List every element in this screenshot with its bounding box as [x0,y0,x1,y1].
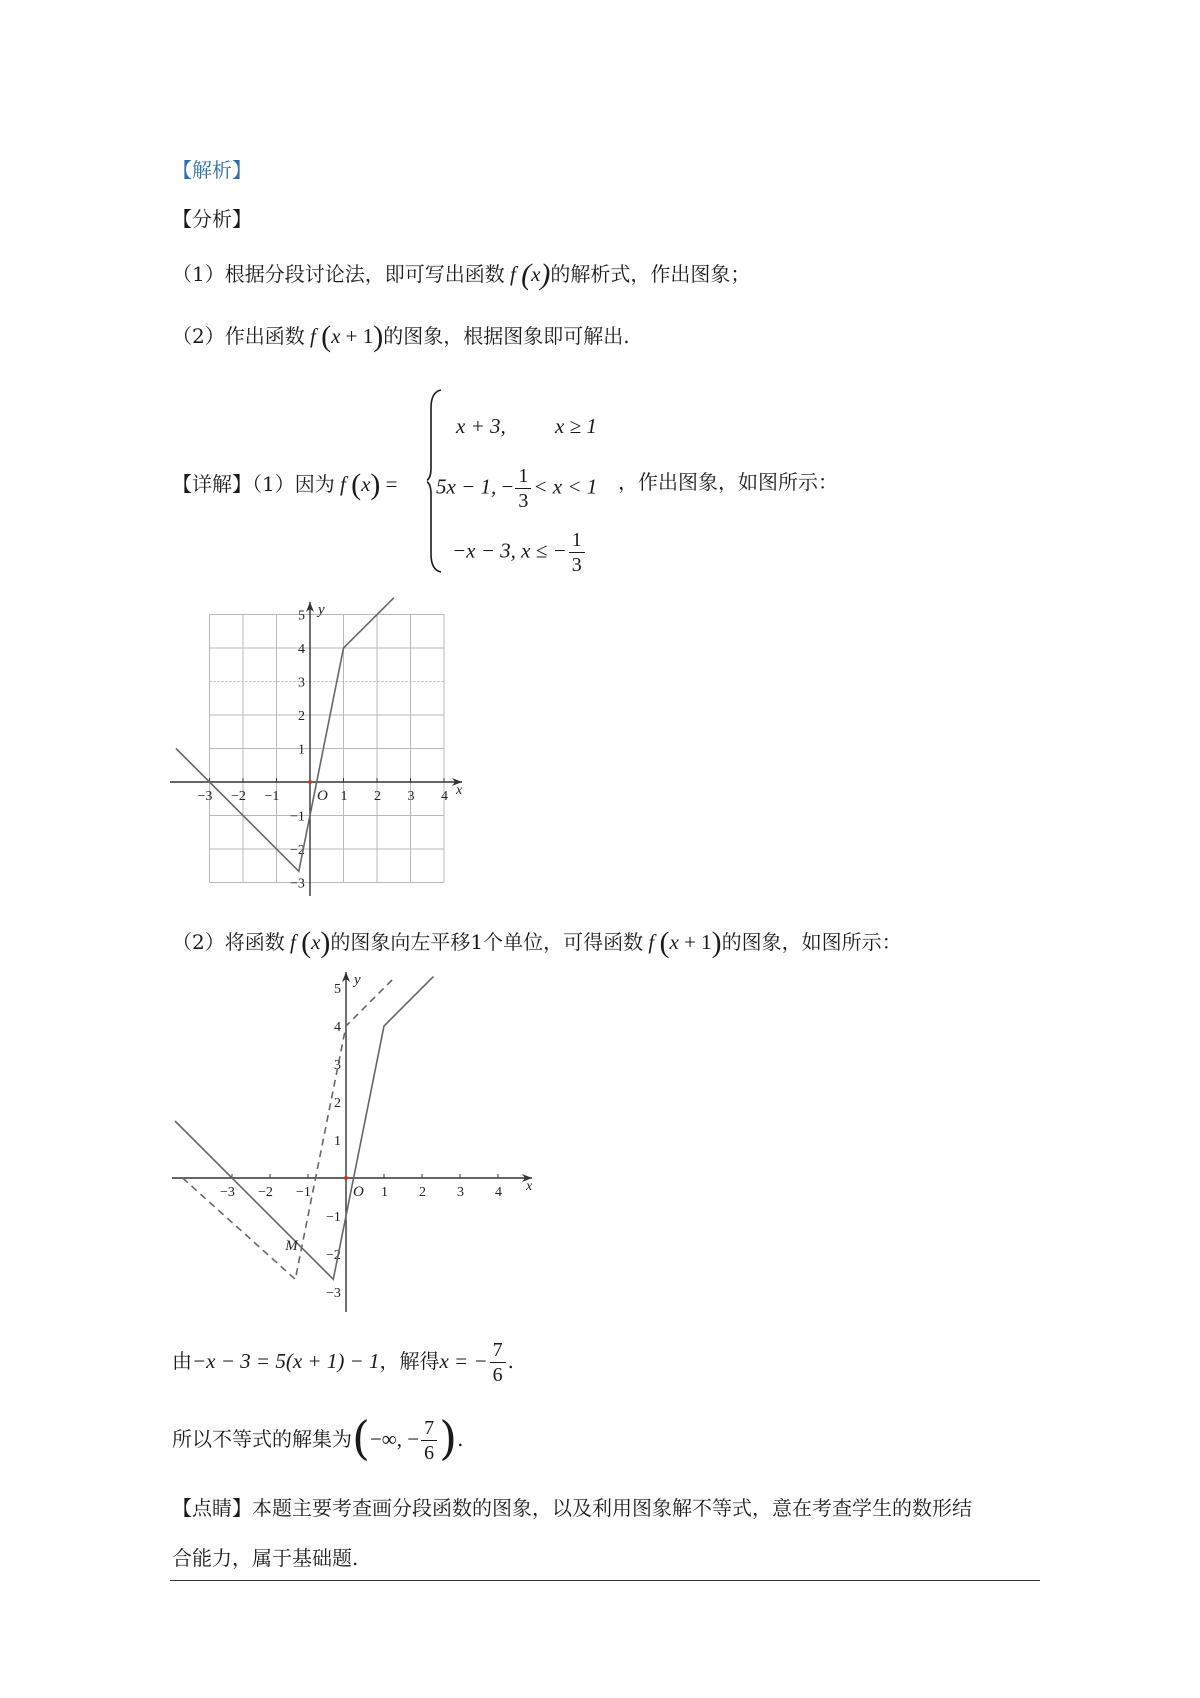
piece-2-expr: 5x − 1, [436,474,497,499]
solution-set-line [172,1411,464,1465]
y-tick-label: −2 [290,843,305,858]
detail-part1-prefix: （1）因为 [252,472,335,496]
piece-3-cond: x ≤ − [521,538,567,563]
x-tick-label: 1 [340,789,348,804]
piece-3-frac [569,528,585,577]
y-tick-label: 4 [334,1020,341,1035]
set-frac-num: 7 [421,1416,437,1441]
x-tick-label: 1 [381,1185,388,1200]
section-label-xiangjie: 【详解】 [172,472,252,496]
func-f-x-p2: f (x) [284,926,331,959]
x-tick-label: −2 [231,789,246,804]
x-axis-label: x [456,783,463,798]
y-tick-label: −1 [326,1210,341,1225]
analysis-line-1-prefix: （1）根据分段讨论法，即可写出函数 [172,262,505,286]
x-tick-label: −3 [197,789,213,804]
y-tick-label: 3 [334,1058,341,1073]
comment-line-1 [172,1494,972,1522]
x-tick-label: −2 [258,1185,273,1200]
solve-prefix: 由 [172,1349,192,1373]
section-label-dianjing: 【点睛】 [172,1496,252,1520]
piece-3-frac-num: 1 [569,528,585,553]
analysis-line-2 [172,320,630,353]
detail-part2-suffix: 的图象，如图所示： [721,930,902,954]
solve-frac [490,1338,506,1387]
func-f-x: f (x) [504,258,551,291]
y-tick-label: 5 [334,982,341,997]
y-tick-label: 2 [334,1096,341,1111]
detail-part2-line [172,926,902,959]
solve-equation: −x − 3 = 5(x + 1) − 1 [192,1349,380,1373]
graph-2 [170,966,550,1316]
func-f-x-plus-1-p2: f (x + 1) [643,926,722,959]
x-tick-label: 3 [407,789,415,804]
piece-2-cond: < x < 1 [533,474,598,499]
piece-2-minus: − [501,474,514,499]
piece-1-cond: x ≥ 1 [555,414,597,438]
piece-2-frac-num: 1 [515,464,531,489]
origin-label: O [317,788,328,804]
series-line [176,598,394,872]
set-left-paren: ( [352,1411,370,1465]
solve-frac-num: 7 [490,1338,506,1363]
y-tick-label: 4 [298,642,305,657]
x-tick-label: 2 [419,1185,426,1200]
y-axis-label: y [354,972,361,988]
y-tick-label: −2 [326,1248,341,1263]
y-tick-label: 1 [298,742,305,758]
y-tick-label: −1 [290,809,305,825]
y-tick-label: 3 [298,675,305,691]
set-right-paren: ) [439,1411,458,1465]
origin-dot [344,1176,348,1180]
point-m-label: M [285,1238,298,1255]
y-tick-label: −3 [326,1286,341,1301]
origin-label: O [353,1184,364,1200]
solve-end: . [507,1349,515,1373]
y-tick-label: 5 [298,608,305,624]
x-tick-label: 2 [374,789,381,804]
x-tick-label: −1 [296,1185,311,1200]
solve-frac-den: 6 [492,1364,503,1386]
graph-1 [170,596,480,896]
x-tick-label: −3 [220,1185,235,1200]
solve-x: x = − [439,1349,488,1373]
piece-2-frac-den: 3 [518,490,529,512]
solution-set-end: . [457,1427,464,1451]
comment-text-1: 本题主要考查画分段函数的图象，以及利用图象解不等式，意在考查学生的数形结 [252,1496,972,1520]
piece-3-expr: −x − 3, [452,538,516,563]
detail-part1-suffix: ，作出图象，如图所示： [618,470,838,494]
analysis-line-2-suffix: 的图象，根据图象即可解出. [383,324,630,348]
section-label-fenxi: 【分析】 [172,207,252,231]
y-axis-label: y [318,602,325,618]
detail-part1-line [172,468,398,501]
detail-part2-prefix: （2）将函数 [172,930,285,954]
solution-set-prefix: 所以不等式的解集为 [172,1427,352,1451]
y-tick-label: −3 [290,876,305,892]
origin-dot [308,780,312,784]
piece-1 [456,412,597,440]
piece-2-frac [515,464,531,513]
func-f-x-plus-1: f (x + 1) [304,320,384,353]
analysis-line-2-prefix: （2）作出函数 [172,324,305,348]
x-tick-label: 3 [457,1185,464,1200]
piece-1-expr: x + 3, [456,414,506,438]
section-label-jiexi: 【解析】 [172,158,252,182]
piece-3-frac-den: 3 [571,554,582,576]
piece-2 [436,464,597,513]
y-tick-label: 2 [298,709,305,724]
analysis-line-1-suffix: 的解析式，作出图象； [550,262,751,286]
comment-line-2: 合能力，属于基础题. [172,1546,359,1570]
set-frac-den: 6 [424,1442,435,1464]
solve-mid: ，解得 [379,1349,440,1373]
func-f-x-def: f (x) = [334,468,398,501]
piece-3 [452,528,587,577]
set-frac [421,1416,437,1465]
solve-line [172,1338,514,1387]
x-tick-label: 4 [441,789,448,804]
analysis-line-1 [172,258,751,291]
detail-part2-middle: 的图象向左平移1个单位，可得函数 [330,930,644,954]
x-tick-label: −1 [264,789,280,804]
solution-set-inner: −∞, − [369,1427,420,1451]
x-tick-label: 4 [495,1185,502,1200]
y-tick-label: 1 [334,1134,341,1149]
bottom-divider [170,1580,1040,1581]
x-axis-label: x [526,1179,533,1194]
